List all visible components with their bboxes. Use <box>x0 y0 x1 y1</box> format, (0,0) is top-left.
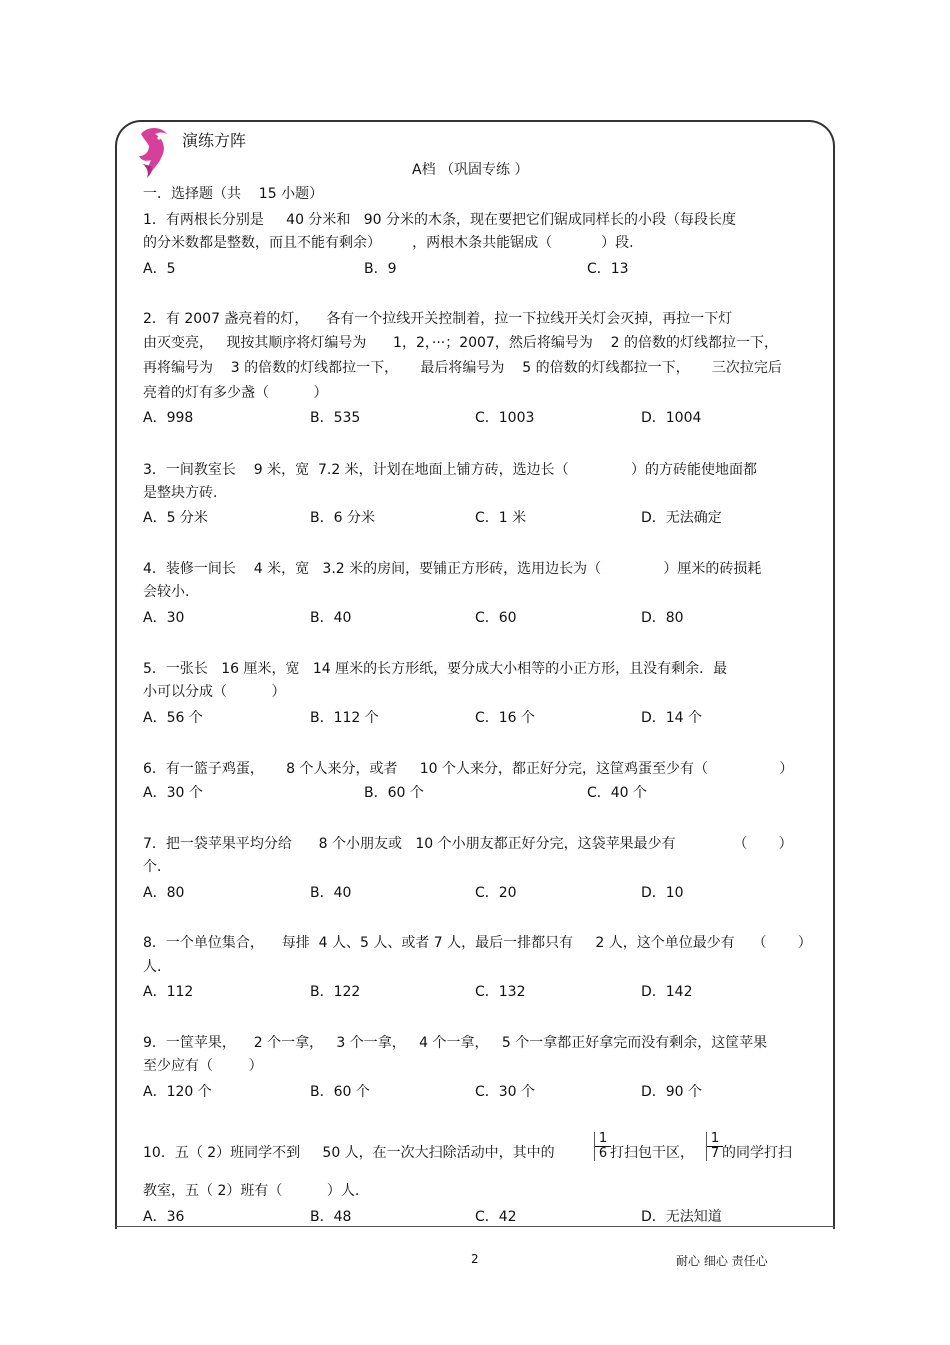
q4-option-c: C．60 <box>475 610 517 626</box>
q5-line-2: 小可以分成（ ） <box>143 684 286 700</box>
q7-option-a: A．80 <box>143 885 185 901</box>
q5-option-a: A．56 个 <box>143 710 203 726</box>
q4-option-d: D．80 <box>641 610 684 626</box>
q6-option-a: A．30 个 <box>143 785 203 801</box>
q8-option-c: C．132 <box>475 984 526 1000</box>
q6-option-b: B．60 个 <box>364 785 424 801</box>
q4-line-2: 会较小. <box>143 584 190 600</box>
section-heading: 一．选择题（共 15 小题） <box>143 186 324 202</box>
q2-option-a: A．998 <box>143 410 194 426</box>
q3-option-c: C．1 米 <box>475 510 527 526</box>
q10-line-1-end: 的同学打扫 <box>722 1145 792 1161</box>
q10-fraction-1-6 <box>594 1132 611 1161</box>
q7-option-d: D．10 <box>641 885 684 901</box>
q9-line-2: 至少应有（ ） <box>143 1058 263 1074</box>
q8-line-2: 人. <box>143 959 162 975</box>
page-title: 演练方阵 <box>182 131 247 150</box>
q5-option-b: B．112 个 <box>310 710 379 726</box>
q4-option-b: B．40 <box>310 610 352 626</box>
fraction-numerator: 1 <box>595 1132 611 1147</box>
q10-option-b: B．48 <box>310 1209 352 1225</box>
q3-line-1: 3．一间教室长 9 米，宽 7.2 米，计划在地面上铺方砖，选边长（ ）的方砖能使地面都 <box>143 462 757 478</box>
q10-option-a: A．36 <box>143 1209 185 1225</box>
q7-line-2: 个. <box>143 859 162 875</box>
fraction-denominator: 7 <box>710 1146 720 1161</box>
q5-line-1: 5．一张长 16 厘米，宽 14 厘米的长方形纸，要分成大小相等的小正方形，且没有剩余．最 <box>143 661 728 677</box>
q3-option-b: B．6 分米 <box>310 510 375 526</box>
q9-option-b: B．60 个 <box>310 1084 370 1100</box>
q2-option-c: C．1003 <box>475 410 535 426</box>
q2-option-b: B．535 <box>310 410 361 426</box>
q9-option-d: D．90 个 <box>641 1084 703 1100</box>
q9-line-1: 9．一筐苹果， 2 个一拿， 3 个一拿， 4 个一拿， 5 个一拿都正好拿完而没有剩余，这筐苹果 <box>143 1035 768 1051</box>
q8-option-d: D．142 <box>641 984 693 1000</box>
q2-line-1: 2．有 2007 盏亮着的灯， 各有一个拉线开关控制着，拉一下拉线开关灯会灭掉，再拉一下灯 <box>143 311 733 327</box>
q10-line-1-mid: 打扫包干区， <box>610 1145 694 1161</box>
q9-option-c: C．30 个 <box>475 1084 536 1100</box>
q10-line-2: 教室，五（ 2）班有（ ）人. <box>143 1183 360 1199</box>
q9-option-a: A．120 个 <box>143 1084 212 1100</box>
q6-option-c: C．40 个 <box>587 785 648 801</box>
fraction-denominator: 6 <box>598 1146 608 1161</box>
q5-option-c: C．16 个 <box>475 710 536 726</box>
q4-line-1: 4．装修一间长 4 米，宽 3.2 米的房间，要铺正方形砖，选用边长为（ ）厘米的砖损耗 <box>143 561 762 577</box>
q2-line-3: 再将编号为 3 的倍数的灯线都拉一下， 最后将编号为 5 的倍数的灯线都拉一下， 三次拉完后 <box>143 360 782 376</box>
q3-option-d: D．无法确定 <box>641 510 722 526</box>
q3-line-2: 是整块方砖. <box>143 485 218 501</box>
q1-line-1: 1．有两根长分别是 40 分米和 90 分米的木条，现在要把它们锯成同样长的小段（每段长度 <box>143 212 737 228</box>
frame-bottom-rule <box>115 1226 835 1227</box>
q10-line-1-start: 10．五（ 2）班同学不到 50 人，在一次大扫除活动中，其中的 <box>143 1145 555 1161</box>
q10-option-d: D．无法知道 <box>641 1209 722 1225</box>
q7-line-1: 7．把一袋苹果平均分给 8 个小朋友或 10 个小朋友都正好分完，这袋苹果最少有 （ ） <box>143 836 793 852</box>
q8-line-1: 8．一个单位集合， 每排 4 人、5 人、或者 7 人，最后一排都只有 2 人，这个单位最少有 （ ） <box>143 935 812 951</box>
q1-option-a: A．5 <box>143 261 176 277</box>
q7-option-c: C．20 <box>475 885 517 901</box>
dolphin-logo-icon <box>133 124 173 180</box>
q2-line-4: 亮着的灯有多少盏（ ） <box>143 385 328 401</box>
q8-option-a: A．112 <box>143 984 194 1000</box>
q1-option-b: B．9 <box>364 261 397 277</box>
q2-option-d: D．1004 <box>641 410 702 426</box>
q7-option-b: B．40 <box>310 885 352 901</box>
q8-option-b: B．122 <box>310 984 361 1000</box>
q6-line-1: 6．有一篮子鸡蛋， 8 个人来分，或者 10 个人来分，都正好分完，这筐鸡蛋至少有（ ） <box>143 761 794 777</box>
footer-motto: 耐心 细心 责任心 <box>676 1254 768 1268</box>
q10-fraction-1-7 <box>706 1132 723 1161</box>
q3-option-a: A．5 分米 <box>143 510 208 526</box>
section-subtitle: A档 （巩固专练 ） <box>412 162 529 178</box>
page-number: 2 <box>471 1252 479 1266</box>
q2-line-2: 由灭变亮， 现按其顺序将灯编号为 1，2，···；2007，然后将编号为 2 的倍数的灯线都拉一下， <box>143 335 779 351</box>
q10-option-c: C．42 <box>475 1209 517 1225</box>
q5-option-d: D．14 个 <box>641 710 703 726</box>
fraction-numerator: 1 <box>707 1132 723 1147</box>
q1-line-2: 的分米数都是整数，而且不能有剩余） ，两根木条共能锯成（ ）段. <box>143 235 634 251</box>
q4-option-a: A．30 <box>143 610 185 626</box>
q1-option-c: C．13 <box>587 261 629 277</box>
